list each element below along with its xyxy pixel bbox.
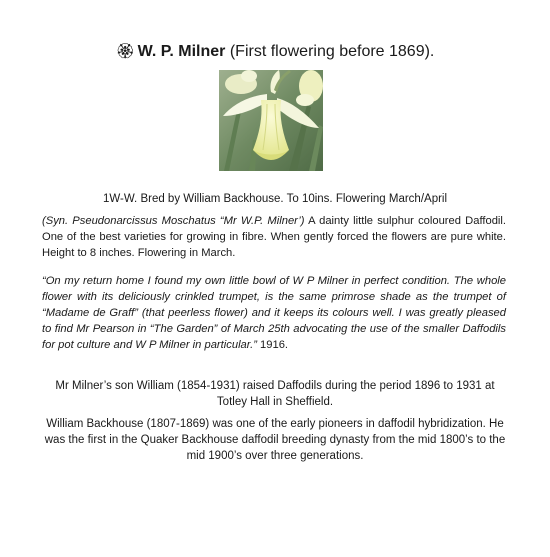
variety-description: A dainty little sulphur coloured Daffodil. One of the best varieties for growing in fibre. When gently forced the flowers are pure white. Height to 8 inches. Flowering in March. <box>42 215 506 259</box>
division-summary: 1W-W. Bred by William Backhouse. To 10ins. Flowering March/April <box>102 193 448 205</box>
rosette-icon: 🏵 <box>115 43 135 60</box>
milner-son-note: Mr Milner’s son William (1854-1931) raised Daffodils during the period 1896 to 1931 at Totley Hall in Sheffield. <box>55 380 495 408</box>
quote-year: 1916. <box>256 339 289 351</box>
backhouse-note: William Backhouse (1807-1869) was one of the early pioneers in daffodil hybridization. He was the first in the Quaker Backhouse daffodil breeding dynasty from the mid 1800’s to the mid 1900’s over three generations. <box>44 418 506 462</box>
quote-text: “On my return home I found my own little bowl of W P Milner in perfect condition. The whole flower with its deliciously crinkled trumpet, is the same primrose shade as the trumpet of “Madame de Graff” (that peerless flower) and it keeps its colours well. I was greatly pleased to find Mr Pearson in “The Garden” of March 25th advocating the use of the smaller Daffodils for pot culture and W P Milner in particular.” <box>42 275 506 351</box>
daffodil-photo <box>219 70 323 171</box>
synonym-name: Pseudonarcissus Moschatus “Mr W.P. Milner’) <box>72 215 305 227</box>
page-title <box>0 42 550 62</box>
synonym-description <box>42 213 506 261</box>
variety-name: W. P. Milner <box>137 43 226 60</box>
synonym-prefix: (Syn. <box>42 215 73 227</box>
quotation-1916 <box>42 273 506 353</box>
first-flowering-note: (First flowering before 1869). <box>229 43 435 60</box>
